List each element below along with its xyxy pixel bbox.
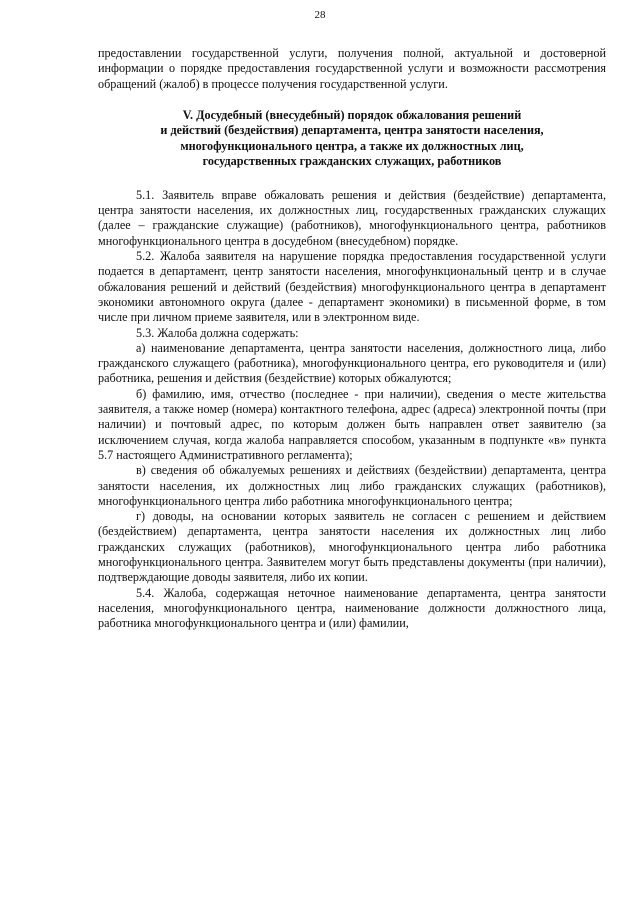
intro-paragraph: предоставлении государственной услуги, получения полной, актуальной и достоверной информации о порядке предоставления государственной услуги и возможности рассмотрения обращений (жалоб) в процессе получения государственной услуги. bbox=[98, 46, 606, 91]
section-heading-line: V. Досудебный (внесудебный) порядок обжалования решений bbox=[182, 107, 522, 122]
section-heading bbox=[98, 108, 606, 170]
page-number: 28 bbox=[314, 9, 326, 21]
section-heading-line: и действий (бездействия) департамента, центра занятости населения, bbox=[160, 123, 544, 138]
section-heading-line: многофункционального центра, а также их должностных лиц, bbox=[180, 138, 524, 153]
paragraph-5-3-a: а) наименование департамента, центра занятости населения, должностного лица, либо гражданского служащего (работника), многофункционального центра, его руководителя и (или) работника, решения и действия (бездействие) которых обжалуются; bbox=[98, 340, 606, 386]
section-heading-line: государственных гражданских служащих, работников bbox=[202, 154, 502, 169]
paragraph-5-3-b: б) фамилию, имя, отчество (последнее - при наличии), сведения о месте жительства заявителя, а также номер (номера) контактного телефона, адрес (адреса) электронной почты (при наличии) и почтовый адрес, по которым должен быть направлен ответ заявителю (за исключением случая, когда жалоба направляется способом, указанным в подпункте «в» пункта 5.7 настоящего Административного регламента); bbox=[98, 386, 606, 462]
paragraph-5-1: 5.1. Заявитель вправе обжаловать решения и действия (бездействие) департамента, центра занятости населения, их должностных лиц, государственных гражданских служащих (далее – гражданские служащие) (работников), многофункционального центра, работников многофункционального центра в досудебном (внесудебном) порядке. bbox=[98, 187, 606, 248]
paragraph-5-4: 5.4. Жалоба, содержащая неточное наименование департамента, центра занятости населения, многофункционального центра, наименование должности должностного лица, работника многофункционального центра и (или) фамилии, bbox=[98, 585, 606, 631]
paragraph-5-3-g: г) доводы, на основании которых заявитель не согласен с решением и действием (бездействием) департамента, центра занятости населения их должностных лиц либо гражданских служащих (работников), многофункционального центра либо работника многофункционального центра. Заявителем могут быть представлены документы (при наличии), подтверждающие доводы заявителя, либо их копии. bbox=[98, 509, 606, 585]
paragraph-5-3-v: в) сведения об обжалуемых решениях и действиях (бездействии) департамента, центра занятости населения, их должностных лиц либо гражданских служащих (работников), многофункционального центра либо работника многофункционального центра; bbox=[98, 463, 606, 508]
paragraph-5-2: 5.2. Жалоба заявителя на нарушение порядка предоставления государственной услуги подается в департамент, центр занятости населения, многофункциональный центр и в случае обжалования решений и действий (бездействия) многофункционального центра в департамент экономики автономного округа (далее - департамент экономики) в письменной форме, в том числе при личном приеме заявителя, или в электронном виде. bbox=[98, 249, 606, 325]
paragraph-5-3: 5.3. Жалоба должна содержать: bbox=[136, 325, 299, 340]
page-content bbox=[98, 46, 606, 632]
